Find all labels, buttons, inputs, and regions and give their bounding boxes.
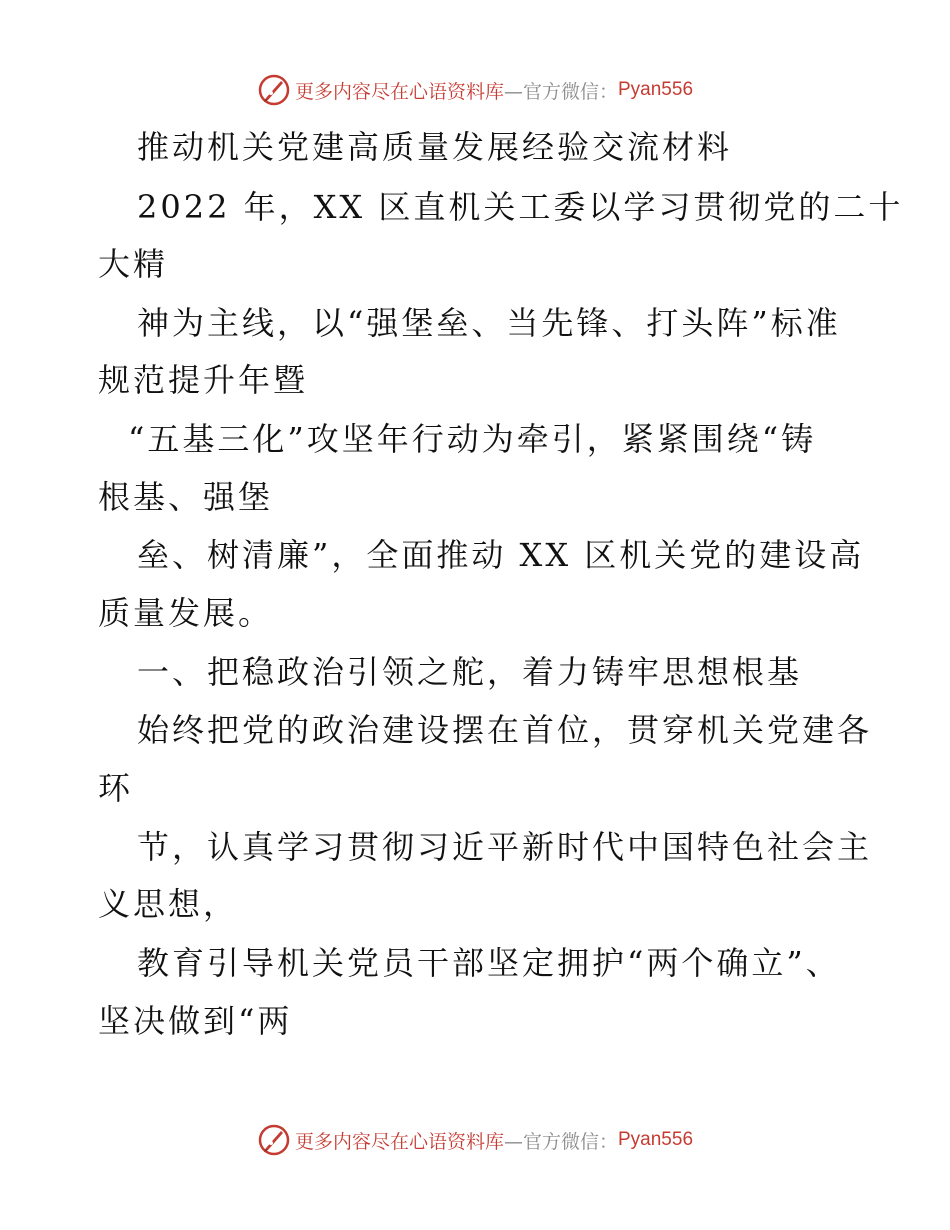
paragraph-line: “五基三化”攻坚年行动为牵引，紧紧围绕“铸: [128, 420, 817, 458]
paragraph-line: 根基、强堡: [98, 478, 274, 516]
paragraph-line: 义思想，: [98, 885, 239, 923]
quill-logo-icon: [257, 73, 291, 107]
quill-logo-icon: [257, 1123, 291, 1157]
watermark-header: [0, 70, 950, 110]
watermark-dash-text: —官方微信：: [503, 80, 618, 103]
paragraph-line: 神为主线，以“强堡垒、当先锋、打头阵”标准: [137, 304, 841, 342]
watermark-main-text: 更多内容尽在心语资料库: [294, 80, 504, 103]
paragraph-line: 环: [98, 769, 134, 807]
watermark-id-text: Pyan556: [618, 79, 694, 100]
watermark-id-text: Pyan556: [618, 1129, 694, 1150]
paragraph-line: 质量发展。: [98, 594, 274, 632]
watermark-dash-text: —官方微信：: [503, 1130, 618, 1153]
watermark-main-text: 更多内容尽在心语资料库: [294, 1130, 504, 1153]
document-title: 推动机关党建高质量发展经验交流材料: [137, 128, 733, 166]
paragraph-line: 坚决做到“两: [98, 1002, 293, 1040]
paragraph-line: 大精: [98, 245, 169, 283]
paragraph-line: 教育引导机关党员干部坚定拥护“两个确立”、: [137, 944, 841, 982]
watermark-footer: [0, 1120, 950, 1160]
paragraph-line: 规范提升年暨: [98, 361, 309, 399]
paragraph-line: 2022 年，XX 区直机关工委以学习贯彻党的二十: [137, 188, 904, 226]
section-heading: 一、把稳政治引领之舵，着力铸牢思想根基: [137, 653, 803, 691]
paragraph-line: 节，认真学习贯彻习近平新时代中国特色社会主: [137, 828, 873, 866]
paragraph-line: 垒、树清廉”，全面推动 XX 区机关党的建设高: [137, 536, 865, 574]
paragraph-line: 始终把党的政治建设摆在首位，贯穿机关党建各: [137, 711, 873, 749]
